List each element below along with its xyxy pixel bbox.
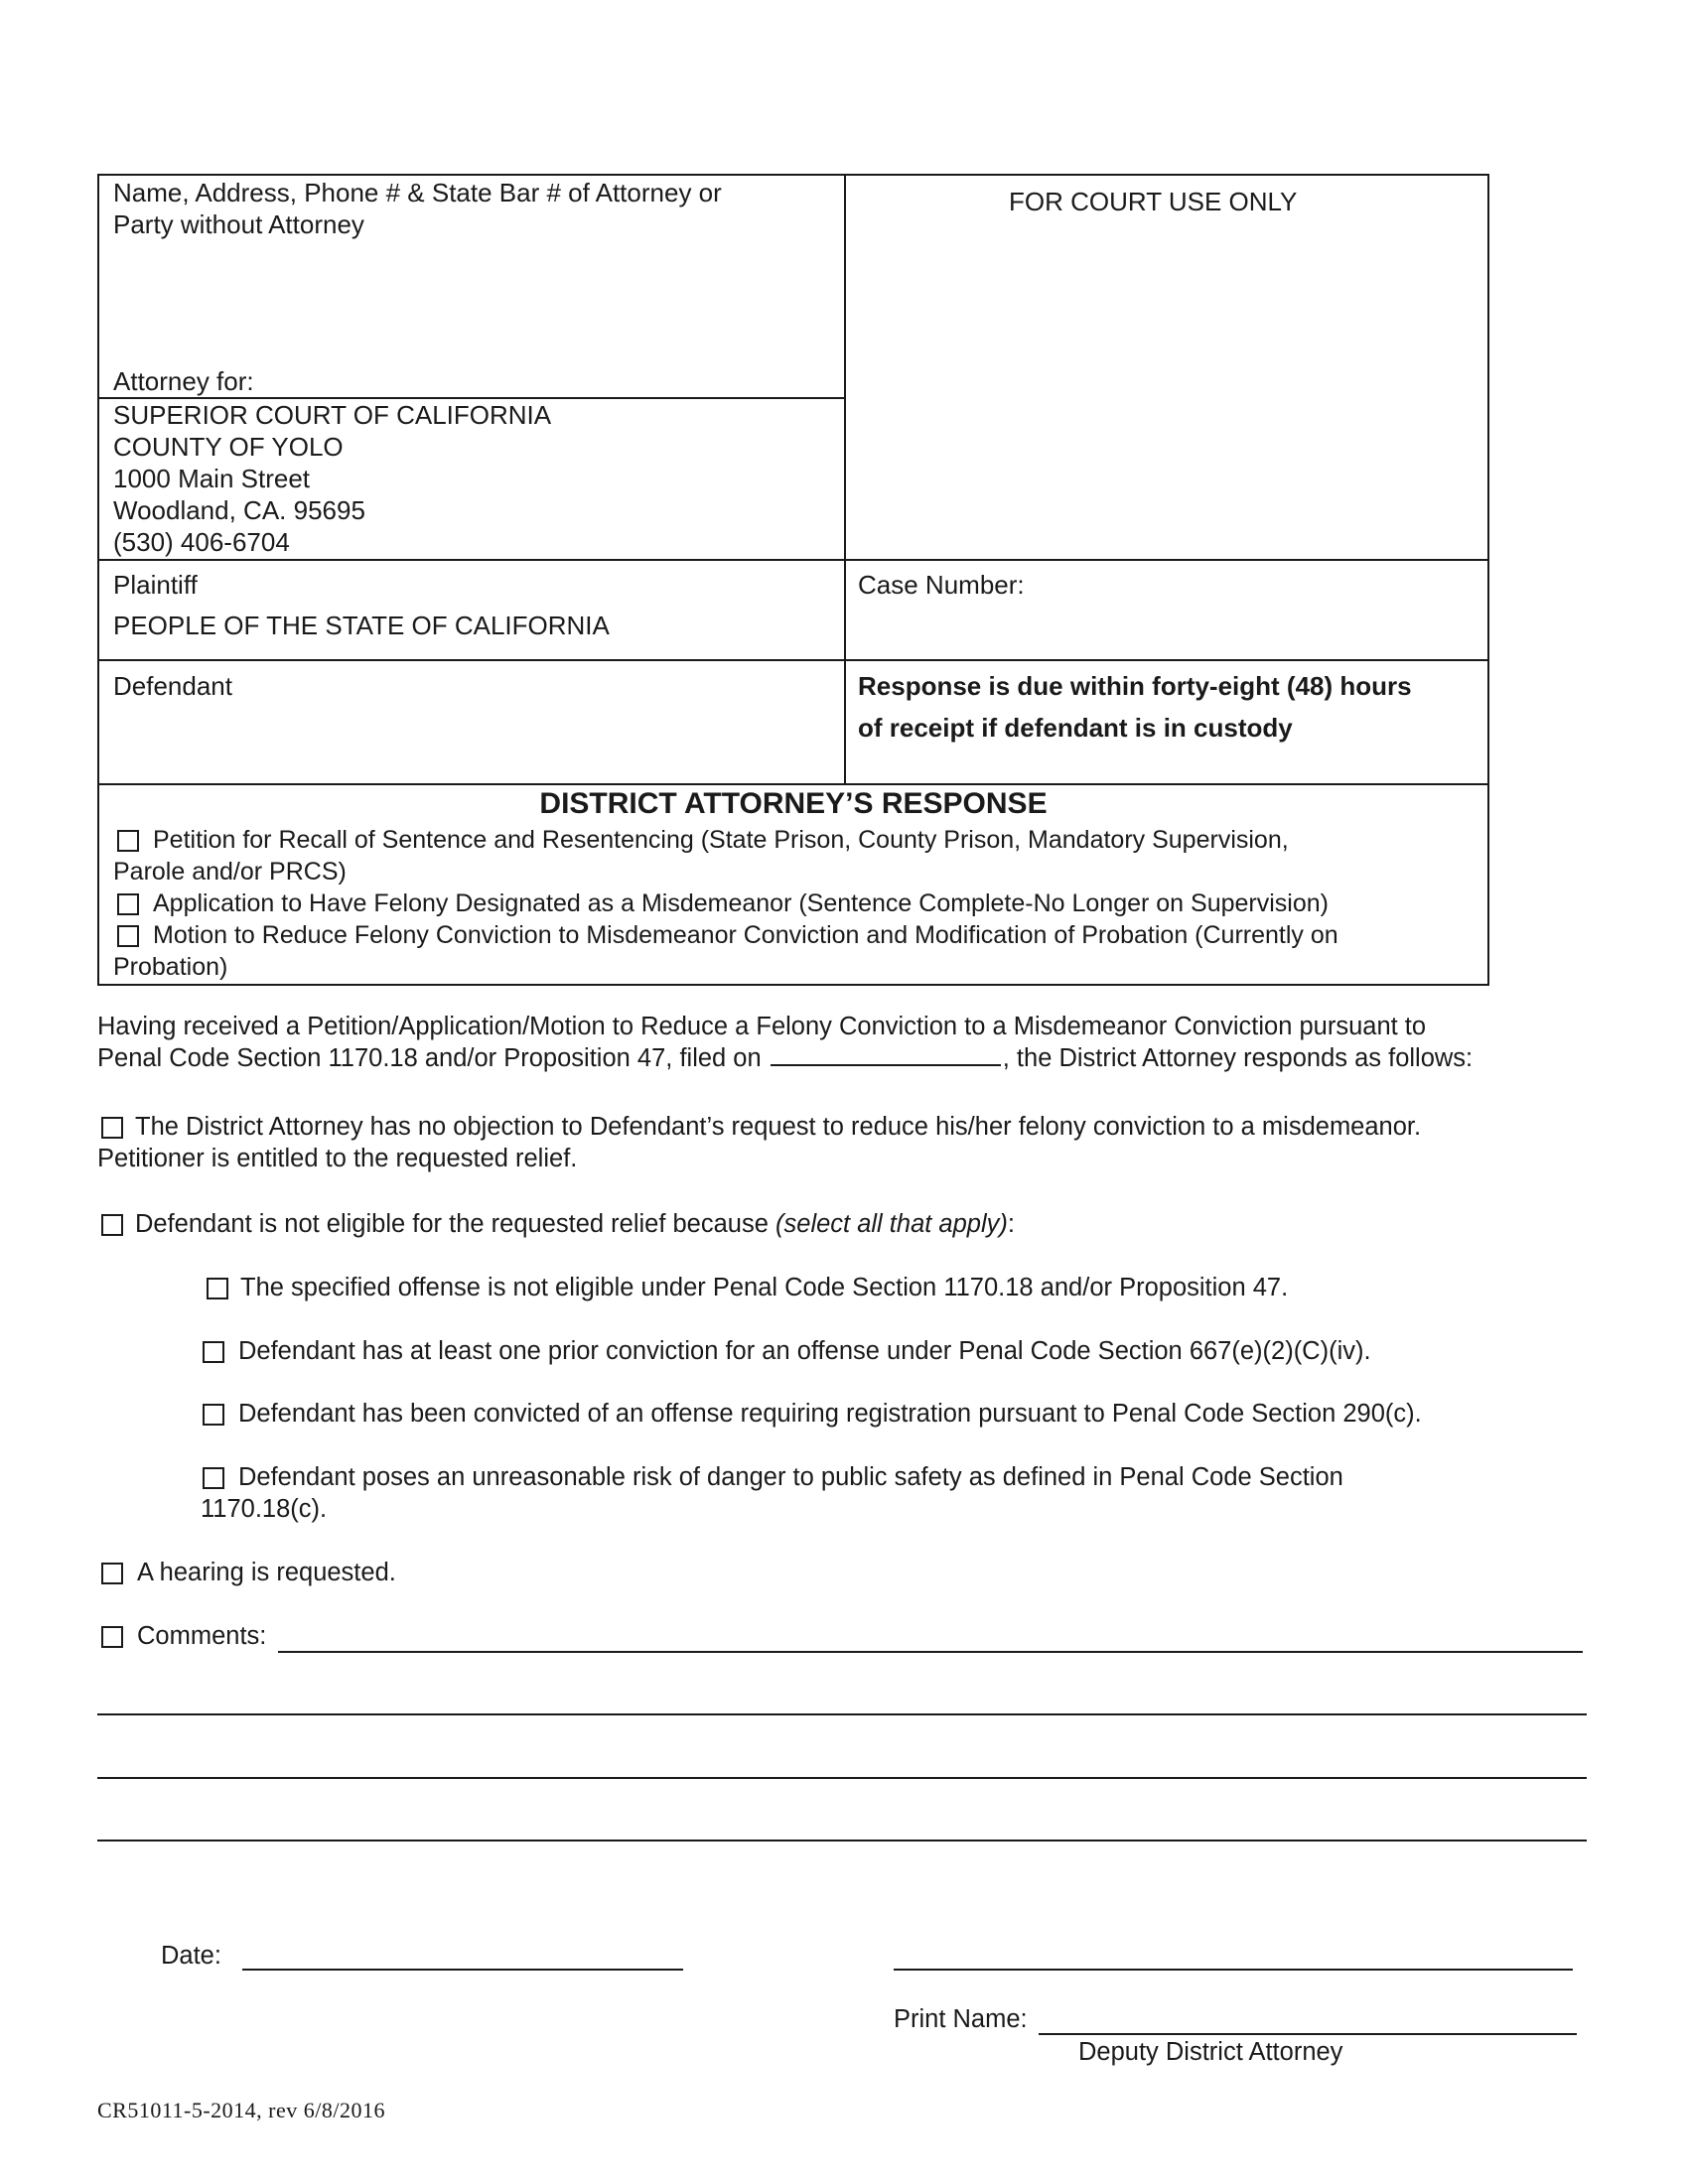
not-eligible-instruction: (select all that apply) (775, 1210, 1008, 1238)
reason-offense-text: The specified offense is not eligible under Penal Code Section 1170.18 and/or Proposition 47. (240, 1274, 1289, 1301)
option-motion-text: Motion to Reduce Felony Conviction to Misdemeanor Conviction and Modification of Probation (Currently on (153, 921, 1338, 949)
not-eligible-text (135, 1208, 1015, 1240)
response-title: DISTRICT ATTORNEY’S RESPONSE (539, 787, 1048, 820)
not-eligible-main: Defendant is not eligible for the requested relief because (135, 1210, 769, 1238)
defendant-label: Defendant (113, 671, 232, 701)
hearing-text: A hearing is requested. (137, 1559, 396, 1586)
comments-checkbox[interactable] (101, 1626, 123, 1648)
print-name-field[interactable] (1039, 2033, 1577, 2035)
reason-registration-checkbox[interactable] (203, 1404, 224, 1426)
attorney-for-label: Attorney for: (113, 366, 254, 396)
reason-registration-text: Defendant has been convicted of an offense requiring registration pursuant to Penal Code Section 290(c). (238, 1400, 1422, 1428)
signer-title: Deputy District Attorney (1078, 2038, 1343, 2066)
comments-line-3[interactable] (97, 1777, 1587, 1779)
court-phone: (530) 406-6704 (113, 527, 290, 557)
comments-label: Comments: (137, 1622, 267, 1650)
court-county: COUNTY OF YOLO (113, 432, 344, 462)
custody-note-2: of receipt if defendant is in custody (858, 713, 1293, 743)
date-label: Date: (161, 1942, 221, 1970)
option-motion-checkbox[interactable] (117, 925, 139, 947)
court-use-label: FOR COURT USE ONLY (1009, 187, 1298, 216)
not-eligible-checkbox[interactable] (101, 1214, 123, 1236)
reason-prior-checkbox[interactable] (203, 1341, 224, 1363)
attorney-label-2: Party without Attorney (113, 209, 364, 239)
intro-text-2 (97, 1042, 1473, 1074)
defendant-divider (97, 659, 1489, 661)
intro-text-2b: , the District Attorney responds as follows: (1002, 1044, 1474, 1072)
hearing-checkbox[interactable] (101, 1563, 123, 1584)
no-objection-checkbox[interactable] (101, 1117, 123, 1139)
option-recall-text-2: Parole and/or PRCS) (113, 858, 347, 886)
reason-prior-text: Defendant has at least one prior conviction for an offense under Penal Code Section 667(e)(2)(C)(iv). (238, 1337, 1371, 1365)
print-name-label: Print Name: (894, 2005, 1028, 2033)
option-application-checkbox[interactable] (117, 893, 139, 915)
reason-danger-checkbox[interactable] (203, 1467, 224, 1489)
attorney-label: Name, Address, Phone # & State Bar # of Attorney or (113, 178, 722, 207)
no-objection-text-2: Petitioner is entitled to the requested relief. (97, 1145, 578, 1172)
intro-text-1: Having received a Petition/Application/Motion to Reduce a Felony Conviction to a Misdemeanor Conviction pursuant to (97, 1013, 1427, 1040)
not-eligible-colon: : (1007, 1210, 1015, 1238)
option-recall-checkbox[interactable] (117, 830, 139, 852)
reason-danger-text: Defendant poses an unreasonable risk of danger to public safety as defined in Penal Code Section (238, 1463, 1343, 1491)
plaintiff-label: Plaintiff (113, 570, 198, 600)
custody-note-1: Response is due within forty-eight (48) hours (858, 671, 1412, 701)
option-application-text: Application to Have Felony Designated as a Misdemeanor (Sentence Complete-No Longer on Supervision) (153, 889, 1329, 917)
court-city: Woodland, CA. 95695 (113, 495, 365, 525)
plaintiff-divider (97, 559, 1489, 561)
caption-divider (844, 174, 846, 785)
filed-on-date-field[interactable] (771, 1042, 1001, 1066)
case-number-label: Case Number: (858, 570, 1025, 600)
no-objection-text: The District Attorney has no objection to Defendant’s request to reduce his/her felony conviction to a misdemeanor. (135, 1113, 1422, 1141)
comments-line-1[interactable] (278, 1651, 1583, 1653)
option-motion-text-2: Probation) (113, 953, 228, 981)
plaintiff-name: PEOPLE OF THE STATE OF CALIFORNIA (113, 611, 610, 640)
reason-danger-text-2: 1170.18(c). (201, 1495, 328, 1523)
comments-line-4[interactable] (97, 1840, 1587, 1842)
court-street: 1000 Main Street (113, 464, 311, 493)
reason-offense-checkbox[interactable] (207, 1278, 228, 1299)
option-recall-text: Petition for Recall of Sentence and Resentencing (State Prison, County Prison, Mandatory Supervision, (153, 826, 1289, 854)
signature-line[interactable] (894, 1969, 1573, 1971)
form-code: CR51011-5-2014, rev 6/8/2016 (97, 2098, 385, 2122)
comments-line-2[interactable] (97, 1713, 1587, 1715)
court-name: SUPERIOR COURT OF CALIFORNIA (113, 400, 552, 430)
date-field[interactable] (242, 1969, 683, 1971)
intro-text-2a: Penal Code Section 1170.18 and/or Proposition 47, filed on (97, 1044, 762, 1072)
